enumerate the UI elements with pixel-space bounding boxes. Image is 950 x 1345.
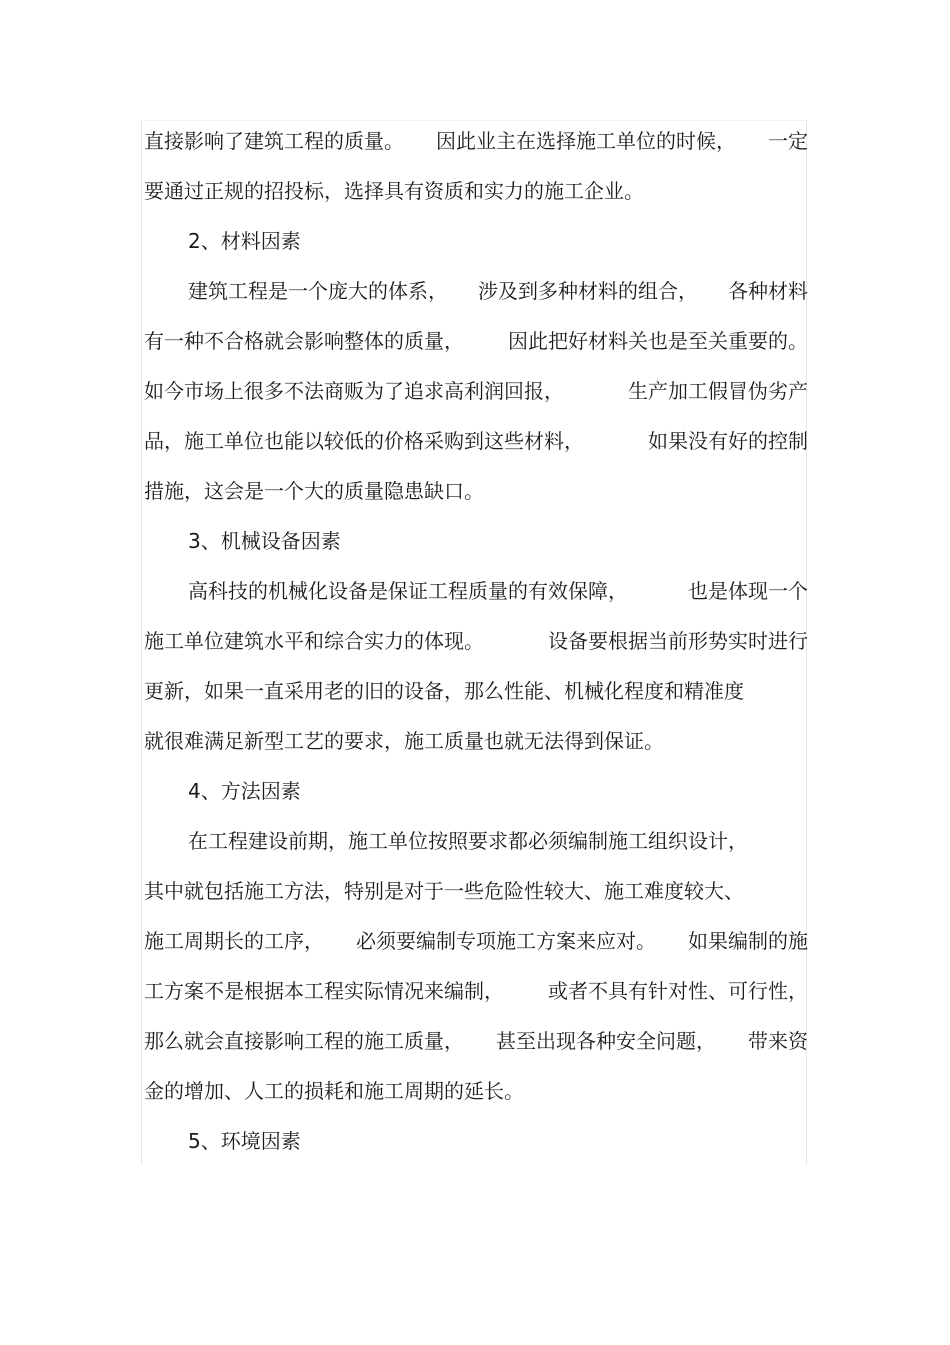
text-segment: 品，施工单位也能以较低的价格采购到这些材料， [144, 429, 584, 453]
text-segment: 因此把好材料关也是至关重要的。 [508, 329, 808, 353]
text-line-16 [144, 878, 808, 904]
text-segment: 涉及到多种材料的组合， [478, 279, 698, 303]
section-heading-materials: 2、材料因素 [188, 229, 301, 253]
text-segment: 那么就会直接影响工程的施工质量， [144, 1029, 464, 1053]
text-segment: 一定 [768, 129, 808, 153]
text-segment: 直接影响了建筑工程的质量。 [144, 129, 404, 153]
text-segment: 因此业主在选择施工单位的时候， [436, 129, 736, 153]
text-line-5 [144, 328, 808, 354]
text-line-8 [144, 478, 808, 504]
text-line-13 [144, 728, 808, 754]
text-segment: 必须要编制专项施工方案来应对。 [356, 929, 656, 953]
text-segment: 高科技的机械化设备是保证工程质量的有效保障， [188, 579, 628, 603]
text-line-17 [144, 928, 808, 954]
text-segment: 或者不具有针对性、可行性， [548, 979, 808, 1003]
section-heading-method: 4、方法因素 [188, 779, 301, 803]
text-segment: 施工周期长的工序， [144, 929, 324, 953]
text-segment: 各种材料 [728, 279, 808, 303]
text-segment: 也是体现一个 [688, 579, 808, 603]
text-line-1 [144, 128, 808, 154]
text-line-19 [144, 1028, 808, 1054]
text-segment: 措施，这会是一个大的质量隐患缺口。 [144, 479, 484, 503]
text-segment: 建筑工程是一个庞大的体系， [188, 279, 448, 303]
text-segment: 如果编制的施 [688, 929, 808, 953]
text-segment: 如今市场上很多不法商贩为了追求高利润回报， [144, 379, 564, 403]
text-line-20 [144, 1078, 808, 1104]
section-heading-environment: 5、环境因素 [188, 1129, 301, 1153]
text-line-18 [144, 978, 808, 1004]
text-line-6 [144, 378, 808, 404]
text-segment: 更新，如果一直采用老的旧的设备，那么性能、机械化程度和精准度 [144, 679, 744, 703]
text-segment: 工方案不是根据本工程实际情况来编制， [144, 979, 504, 1003]
text-line-11 [144, 628, 808, 654]
text-line-12 [144, 678, 808, 704]
text-line-15 [188, 828, 808, 854]
section-heading-equipment: 3、机械设备因素 [188, 529, 341, 553]
text-line-2 [144, 178, 808, 204]
text-segment: 在工程建设前期，施工单位按照要求都必须编制施工组织设计， [188, 829, 748, 853]
text-segment: 甚至出现各种安全问题， [496, 1029, 716, 1053]
text-line-10 [188, 578, 808, 604]
text-segment: 生产加工假冒伪劣产 [628, 379, 808, 403]
text-line-4 [188, 278, 808, 304]
text-segment: 如果没有好的控制 [648, 429, 808, 453]
text-segment: 带来资 [748, 1029, 808, 1053]
text-line-7 [144, 428, 808, 454]
text-segment: 施工单位建筑水平和综合实力的体现。 [144, 629, 484, 653]
text-segment: 其中就包括施工方法，特别是对于一些危险性较大、施工难度较大、 [144, 879, 744, 903]
text-segment: 设备要根据当前形势实时进行 [548, 629, 808, 653]
text-segment: 金的增加、人工的损耗和施工周期的延长。 [144, 1079, 524, 1103]
text-segment: 要通过正规的招投标，选择具有资质和实力的施工企业。 [144, 179, 644, 203]
text-segment: 有一种不合格就会影响整体的质量， [144, 329, 464, 353]
text-segment: 就很难满足新型工艺的要求，施工质量也就无法得到保证。 [144, 729, 664, 753]
